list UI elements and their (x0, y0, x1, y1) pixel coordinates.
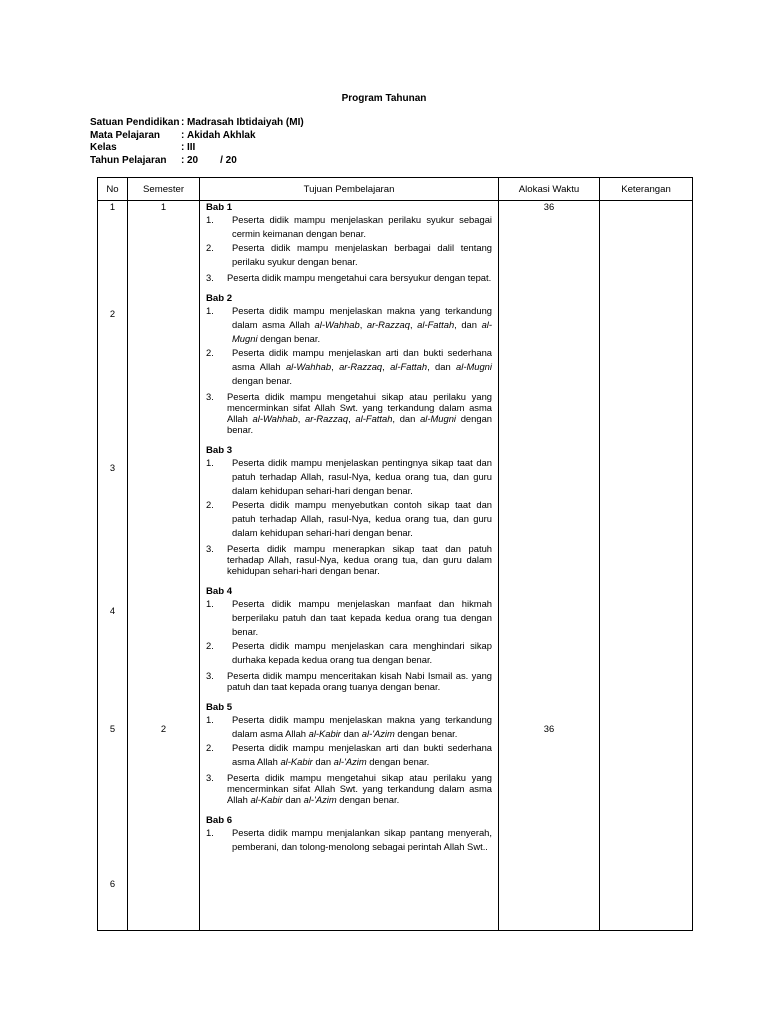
list-item: 1. Peserta didik mampu menjelaskan pentingnya sikap taat dan patuh terhadap Allah, rasul-Nya, kedua orang tua, dan guru dalam kehidupan sehari-hari dengan benar. (206, 457, 492, 496)
bab-section (206, 202, 492, 283)
list-item: 2. Peserta didik mampu menjelaskan arti dan bukti sederhana asma Allah al-Wahhab, ar-Razzaq, al-Fattah, dan al-Mugni dengan benar. (206, 347, 492, 386)
alokasi-column (499, 201, 600, 931)
document-title: Program Tahunan (341, 93, 427, 104)
list-item: 3. Peserta didik mampu menerapkan sikap taat dan patuh terhadap Allah, rasul-Nya, kedua orang tua, dan guru dalam kehidupan sehari-hari dengan benar. (206, 543, 492, 576)
bab-section (206, 815, 492, 854)
header-keterangan: Keterangan (600, 178, 693, 201)
row-number: 4 (109, 605, 116, 616)
bab-title: Bab 5 (206, 702, 233, 713)
header-no: No (98, 178, 128, 201)
header-semester: Semester (128, 178, 200, 201)
meta-tahun-end: / 20 (220, 154, 237, 166)
meta-satuan: Satuan Pendidikan : Madrasah Ibtidaiyah (MI) (90, 117, 304, 128)
row-number: 3 (109, 462, 116, 473)
bab-title: Bab 6 (206, 815, 233, 826)
list-item: 2. Peserta didik mampu menyebutkan contoh sikap taat dan patuh terhadap Allah, rasul-Nya, kedua orang tua, dan guru dalam kehidupan sehari-hari dengan benar. (206, 499, 492, 538)
bab-title: Bab 1 (206, 202, 233, 213)
document-meta (90, 117, 304, 167)
table-row (98, 201, 693, 931)
list-item: 3. Peserta didik mampu mengetahui sikap atau perilaku yang mencerminkan sifat Allah Swt. yang terkandung dalam asma Allah al-Wahhab, ar-Razzaq, al-Fattah, dan al-Mugni dengan benar. (206, 391, 492, 435)
list-item: 1. Peserta didik mampu menjelaskan makna yang terkandung dalam asma Allah al-Kabir dan al-'Azim dengan benar. (206, 714, 492, 739)
list-item: 3. Peserta didik mampu mengetahui cara bersyukur dengan tepat. (206, 272, 492, 283)
semester-value: 1 (160, 201, 167, 212)
meta-tahun-label: Tahun Pelajaran (90, 154, 167, 166)
keterangan-column (600, 201, 693, 931)
list-item: 1. Peserta didik mampu menjelaskan makna yang terkandung dalam asma Allah al-Wahhab, ar-Razzaq, al-Fattah, dan al-Mugni dengan benar. (206, 305, 492, 344)
list-item: 1. Peserta didik mampu menjalankan sikap pantang menyerah, pemberani, dan tolong-menolong sebagai perintah Allah Swt.. (206, 827, 492, 852)
bab-title: Bab 3 (206, 445, 233, 456)
list-item: 3. Peserta didik mampu menceritakan kisah Nabi Ismail as. yang patuh dan taat kepada orang tuanya dengan benar. (206, 670, 492, 692)
table-header-row (98, 178, 693, 201)
bab-title: Bab 4 (206, 586, 233, 597)
header-alokasi: Alokasi Waktu (499, 178, 600, 201)
meta-tahun-start: 20 (187, 154, 199, 166)
list-item: 2. Peserta didik mampu menjelaskan cara menghindari sikap durhaka kepada kedua orang tua dengan benar. (206, 640, 492, 665)
semester-column (128, 201, 200, 931)
row-number: 6 (109, 878, 116, 889)
row-number: 1 (109, 201, 116, 212)
list-item: 3. Peserta didik mampu mengetahui sikap atau perilaku yang mencerminkan sifat Allah Swt. yang terkandung dalam asma Allah al-Kabir dan al-'Azim dengan benar. (206, 772, 492, 805)
meta-kelas-value: III (187, 142, 196, 153)
row-number: 5 (109, 723, 116, 734)
list-item: 2. Peserta didik mampu menjelaskan arti dan bukti sederhana asma Allah al-Kabir dan al-'Azim dengan benar. (206, 742, 492, 767)
header-tujuan: Tujuan Pembelajaran (200, 178, 499, 201)
meta-kelas-label: Kelas (90, 142, 117, 153)
meta-satuan-value: Madrasah Ibtidaiyah (MI) (187, 117, 304, 128)
meta-tahun: Tahun Pelajaran : 20 / 20 (90, 154, 237, 166)
bab-section (206, 293, 492, 435)
list-item: 1. Peserta didik mampu menjelaskan perilaku syukur sebagai cermin keimanan dengan benar. (206, 214, 492, 239)
alokasi-value: 36 (543, 723, 555, 734)
bab-section (206, 445, 492, 576)
list-item: 2. Peserta didik mampu menjelaskan berbagai dalil tentang perilaku syukur dengan benar. (206, 242, 492, 267)
meta-satuan-label: Satuan Pendidikan (90, 117, 180, 128)
bab-section (206, 586, 492, 692)
meta-mapel: Mata Pelajaran : Akidah Akhlak (90, 129, 256, 141)
no-column (98, 201, 128, 931)
alokasi-value: 36 (543, 201, 555, 212)
tujuan-column (200, 201, 499, 931)
meta-kelas: Kelas : III (90, 142, 196, 153)
program-table (97, 177, 693, 931)
row-number: 2 (109, 308, 116, 319)
meta-mapel-label: Mata Pelajaran (90, 129, 161, 141)
bab-title: Bab 2 (206, 293, 233, 304)
bab-section (206, 702, 492, 805)
list-item: 1. Peserta didik mampu menjelaskan manfaat dan hikmah berperilaku patuh dan taat kepada kedua orang tua dengan benar. (206, 598, 492, 637)
semester-value: 2 (160, 723, 167, 734)
meta-mapel-value: Akidah Akhlak (187, 129, 256, 141)
